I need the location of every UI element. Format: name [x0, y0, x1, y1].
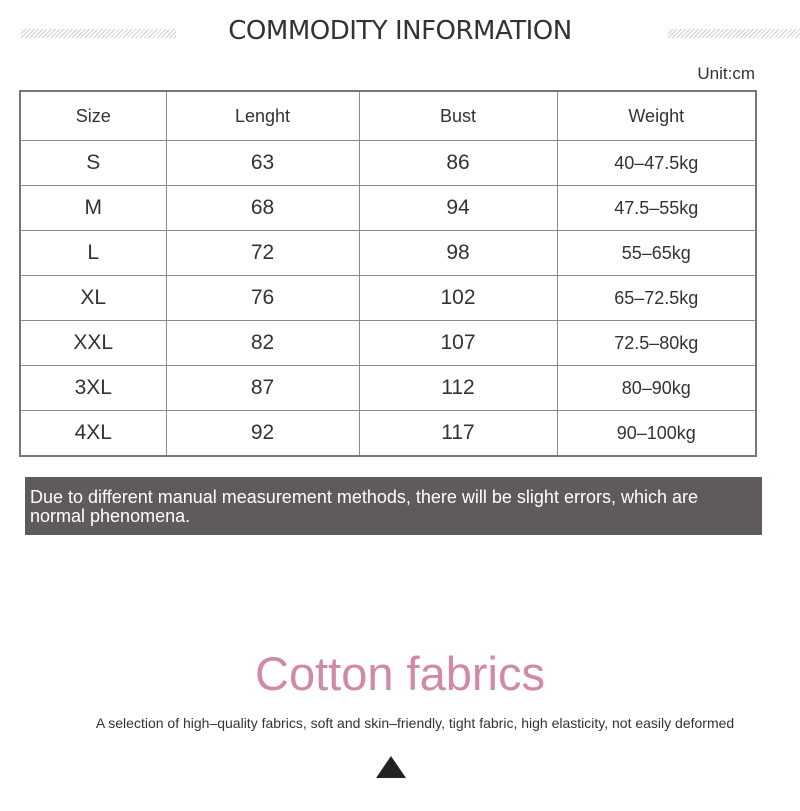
- bust-cell: 98: [359, 231, 557, 276]
- bust-cell: 112: [359, 366, 557, 411]
- weight-cell: 65–72.5kg: [557, 276, 756, 321]
- unit-label: Unit:cm: [697, 64, 755, 83]
- length-cell: 68: [166, 186, 359, 231]
- table-row: [20, 141, 756, 186]
- section-description: A selection of high–quality fabrics, soft and skin–friendly, tight fabric, high elasticity, not easily deformed: [95, 715, 735, 731]
- bust-cell: 86: [359, 141, 557, 186]
- weight-cell: 47.5–55kg: [557, 186, 756, 231]
- table-row: [20, 321, 756, 366]
- table-header-row: [20, 91, 756, 141]
- length-cell: 87: [166, 366, 359, 411]
- size-cell: XL: [20, 276, 166, 321]
- page-title: COMMODITY INFORMATION: [228, 16, 572, 46]
- measurement-note: Due to different manual measurement methods, there will be slight errors, which are normal phenomena.: [25, 477, 762, 535]
- size-cell: XXL: [20, 321, 166, 366]
- triangle-up-icon: [376, 756, 406, 778]
- table-row: [20, 231, 756, 276]
- table-row: [20, 276, 756, 321]
- column-header-size: Size: [20, 91, 166, 141]
- table-row: [20, 411, 756, 457]
- weight-cell: 72.5–80kg: [557, 321, 756, 366]
- column-header-bust: Bust: [359, 91, 557, 141]
- weight-cell: 90–100kg: [557, 411, 756, 457]
- column-header-length: Lenght: [166, 91, 359, 141]
- length-cell: 76: [166, 276, 359, 321]
- weight-cell: 55–65kg: [557, 231, 756, 276]
- weight-cell: 80–90kg: [557, 366, 756, 411]
- size-cell: S: [20, 141, 166, 186]
- length-cell: 63: [166, 141, 359, 186]
- length-cell: 92: [166, 411, 359, 457]
- weight-cell: 40–47.5kg: [557, 141, 756, 186]
- table-row: [20, 366, 756, 411]
- table-row: [20, 186, 756, 231]
- size-cell: 3XL: [20, 366, 166, 411]
- length-cell: 82: [166, 321, 359, 366]
- bust-cell: 94: [359, 186, 557, 231]
- size-table: [19, 90, 757, 457]
- size-cell: 4XL: [20, 411, 166, 457]
- length-cell: 72: [166, 231, 359, 276]
- section-heading: Cotton fabrics: [255, 647, 545, 700]
- bust-cell: 107: [359, 321, 557, 366]
- size-cell: L: [20, 231, 166, 276]
- bust-cell: 117: [359, 411, 557, 457]
- bust-cell: 102: [359, 276, 557, 321]
- size-cell: M: [20, 186, 166, 231]
- column-header-weight: Weight: [557, 91, 756, 141]
